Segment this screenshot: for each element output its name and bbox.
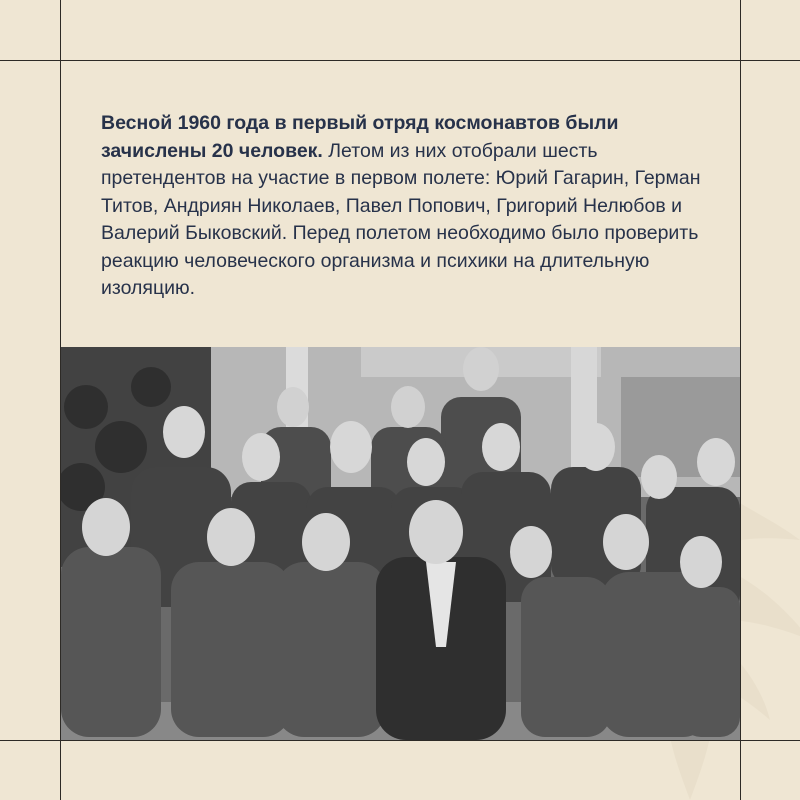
frame-line-right	[740, 0, 741, 800]
lead-sentence: Весной 1960 года в первый отряд космонавтов были зачислены 20 человек.	[101, 112, 619, 162]
body-text: Летом из них отобрали шесть претендентов на участие в первом полете: Юрий Гагарин, Герман Титов, Андриян Николаев, Павел Попович, Григорий Нелюбов и Валерий Быковский. Перед полетом необходимо было проверить реакцию человеческого организма и психики на длительную изоляцию.	[101, 139, 701, 299]
group-photo	[61, 347, 740, 740]
intro-paragraph	[101, 110, 701, 303]
frame-line-top	[0, 60, 800, 61]
frame-line-bottom	[0, 740, 800, 741]
